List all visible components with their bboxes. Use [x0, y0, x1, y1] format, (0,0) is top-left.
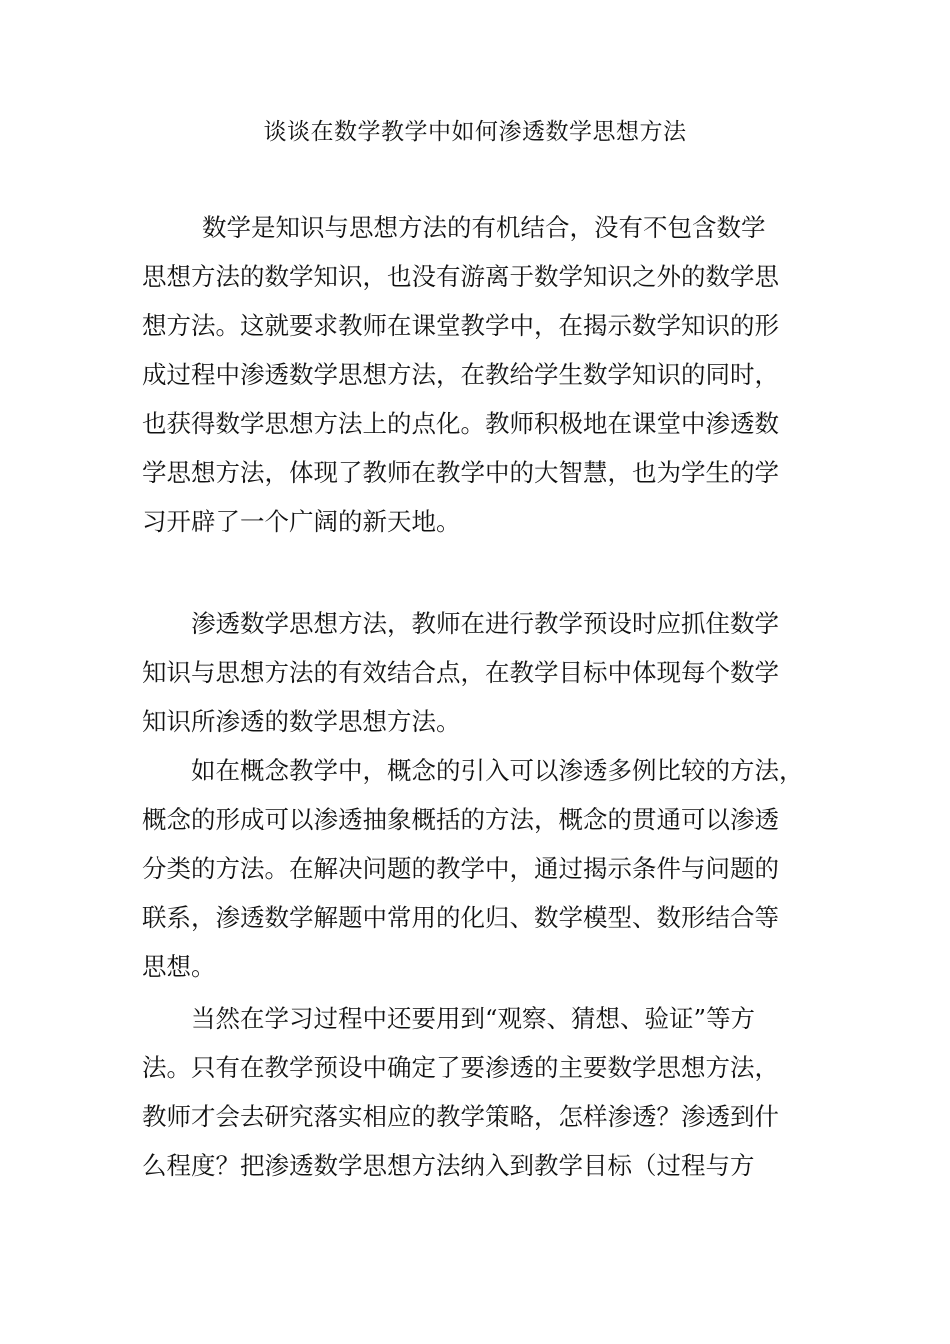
- paragraph-2-line-1: 渗透数学思想方法，教师在进行教学预设时应抓住数学: [142, 609, 779, 638]
- paragraph-4-line-2: 法。只有在教学预设中确定了要渗透的主要数学思想方法，: [142, 1053, 779, 1082]
- paragraph-2-line-3: 知识所渗透的数学思想方法。: [142, 707, 461, 736]
- paragraph-4-line-1: 当然在学习过程中还要用到“观察、猜想、验证”等方: [142, 1004, 756, 1033]
- paragraph-1-line-4: 成过程中渗透数学思想方法，在教给学生数学知识的同时，: [142, 360, 779, 389]
- paragraph-1-line-5: 也获得数学思想方法上的点化。教师积极地在课堂中渗透数: [142, 409, 779, 438]
- paragraph-1-line-6: 学思想方法，体现了教师在教学中的大智慧，也为学生的学: [142, 458, 779, 487]
- paragraph-1-line-7: 习开辟了一个广阔的新天地。: [142, 507, 461, 536]
- paragraph-1-line-2: 思想方法的数学知识，也没有游离于数学知识之外的数学思: [142, 262, 779, 291]
- paragraph-3-line-2: 概念的形成可以渗透抽象概括的方法，概念的贯通可以渗透: [142, 805, 779, 834]
- paragraph-3-line-4: 联系，渗透数学解题中常用的化归、数学模型、数形结合等: [142, 903, 779, 932]
- document-title: 谈谈在数学教学中如何渗透数学思想方法: [263, 119, 687, 145]
- paragraph-1-line-1: 数学是知识与思想方法的有机结合，没有不包含数学: [153, 213, 766, 242]
- paragraph-4-line-4: 么程度？把渗透数学思想方法纳入到教学目标（过程与方: [142, 1151, 755, 1180]
- paragraph-3-line-5: 思想。: [142, 952, 216, 981]
- paragraph-2-line-2: 知识与思想方法的有效结合点，在教学目标中体现每个数学: [142, 658, 779, 687]
- paragraph-3-line-3: 分类的方法。在解决问题的教学中，通过揭示条件与问题的: [142, 854, 779, 883]
- paragraph-4-line-3: 教师才会去研究落实相应的教学策略，怎样渗透？渗透到什: [142, 1102, 779, 1131]
- paragraph-3-line-1: 如在概念教学中，概念的引入可以渗透多例比较的方法，: [142, 756, 804, 785]
- paragraph-1-line-3: 想方法。这就要求教师在课堂教学中，在揭示数学知识的形: [142, 311, 779, 340]
